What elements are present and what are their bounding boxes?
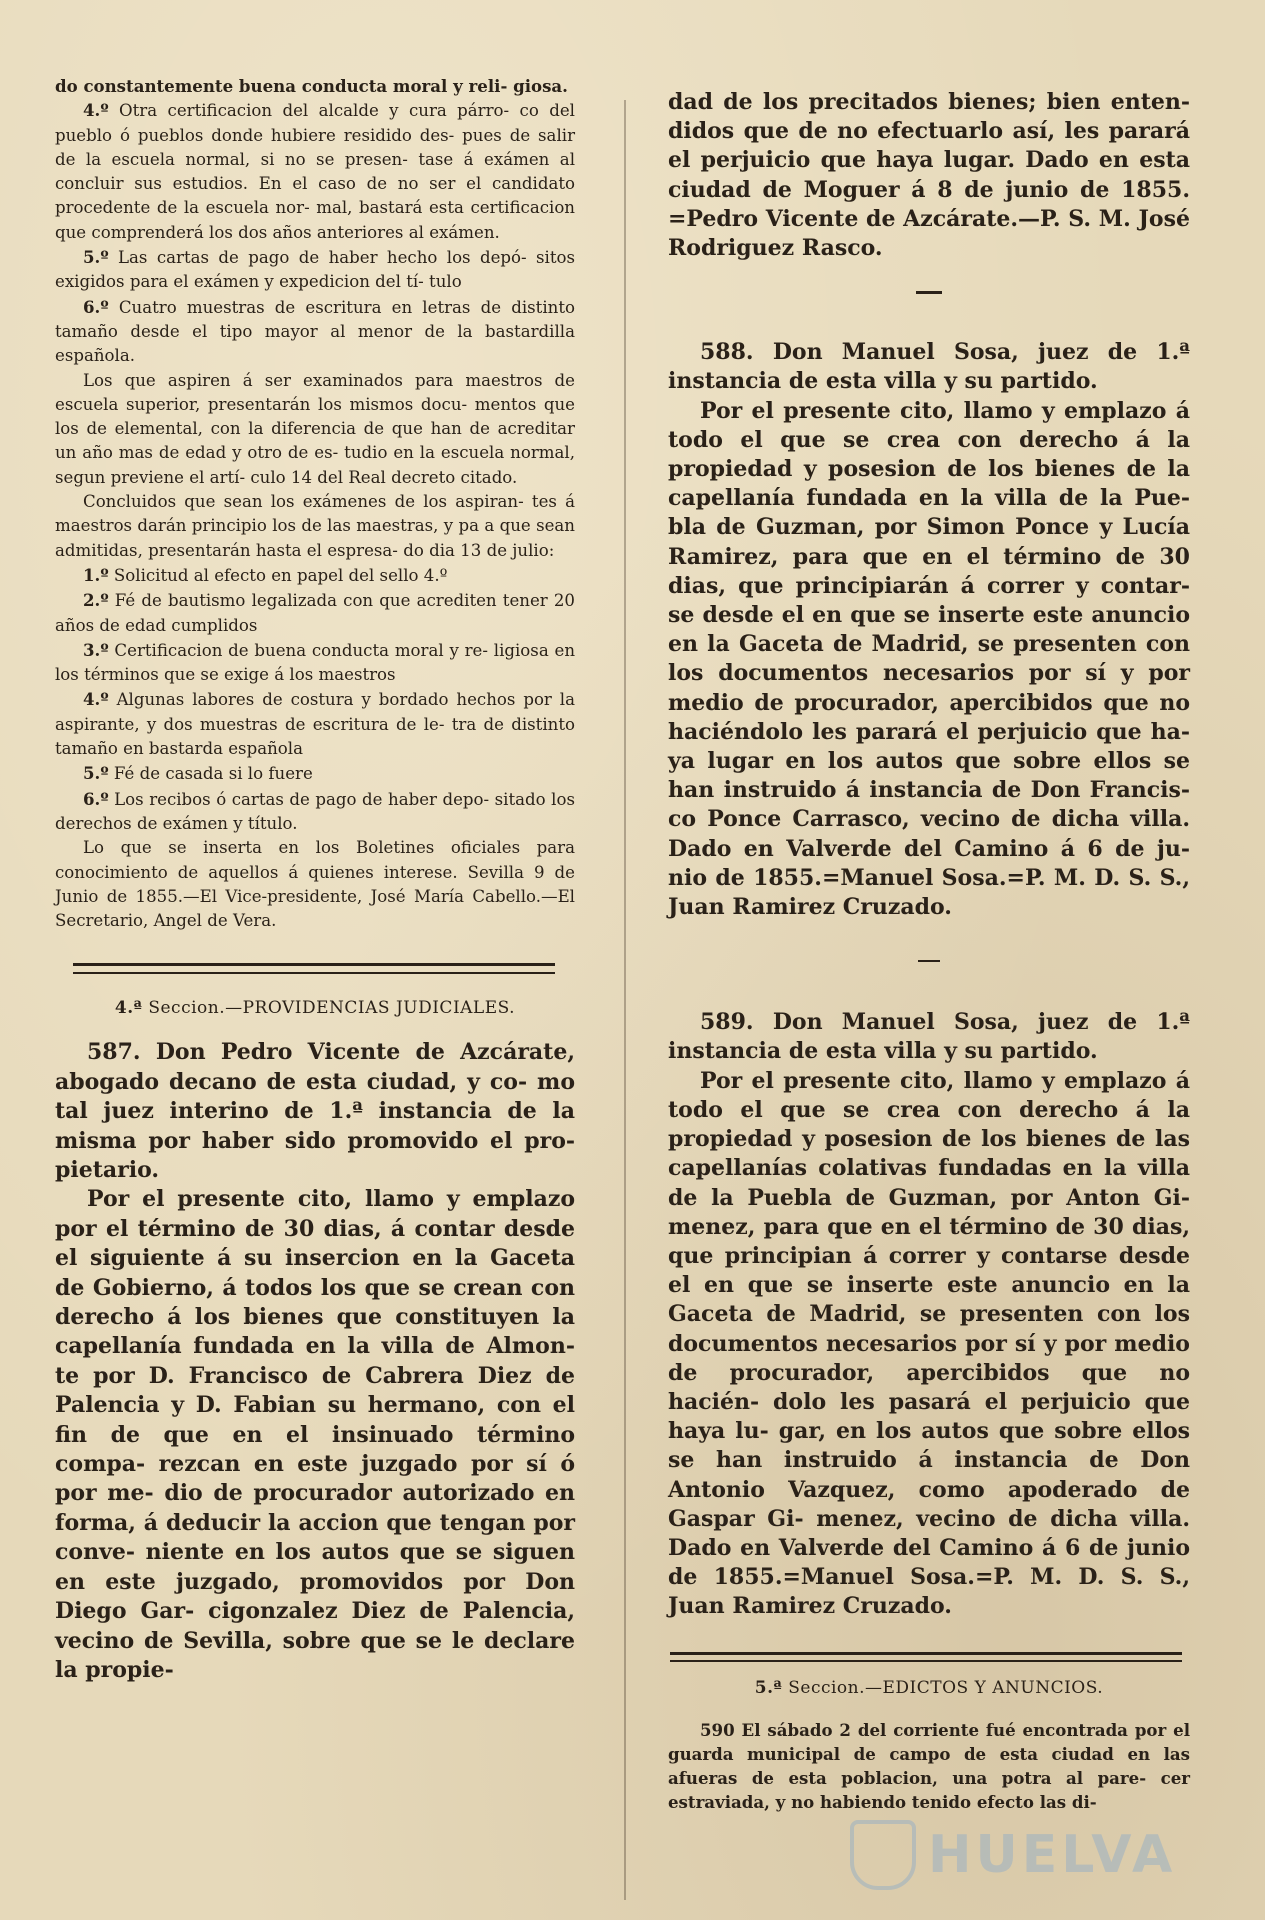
separator-dash — [916, 291, 942, 294]
maestra-requirement-5-text: Fé de casada si lo fuere — [113, 764, 313, 784]
right-column — [668, 88, 1190, 1815]
maestra-requirement-2-number: 2.º — [83, 590, 109, 611]
intro-text: do constantemente buena conducta moral y reli- giosa. — [55, 76, 568, 96]
notice-587-number: 587. — [87, 1039, 141, 1066]
maestra-requirement-6-text: Los recibos ó cartas de pago de haber depo- sitado los derechos de exámen y título. — [55, 789, 575, 833]
maestra-requirement-3-number: 3.º — [83, 639, 109, 660]
notice-587-body: Por el presente cito, llamo y emplazo por el término de 30 dias, á contar desde el siguiente á su insercion en la Gaceta de Gobierno, á todos los que se crean con derecho á los bienes que constituyen la capellanía fundada en la villa de Almon- te por D. Francisco de Cabrera Diez de Palencia y D. Fabian su hermano, con el fin de que en el insinuado término compa- rezcan en este juzgado por sí ó por me- dio de procurador autorizado en forma, á deducir la accion que tengan por conve- niente en los autos que se siguen en este juzgado, promovidos por Don Diego Gar- cigonzalez Diez de Palencia, vecino de Sevilla, sobre que se le declare la propie- — [55, 1186, 575, 1683]
requirement-4-number: 4.º — [83, 100, 109, 121]
section-5-heading — [668, 1678, 1190, 1698]
requirement-4 — [55, 98, 575, 245]
superior-paragraph: Los que aspiren á ser examinados para maestros de escuela superior, presentarán los mismos docu- mentos que los de elemental, con la diferencia de que han de acreditar un año mas de edad y otro de es- tudio en la escuela normal, segun previene el artí- culo 14 del Real decreto citado. — [55, 370, 575, 487]
notice-587-title: Don Pedro Vicente de Azcárate, abogado decano de esta ciudad, y co- mo tal juez interino de 1.ª instancia de la misma por haber sido promovido el pro- pietario. — [55, 1039, 575, 1184]
notice-590 — [668, 1718, 1190, 1815]
requirement-5 — [55, 245, 575, 295]
section-rule — [73, 963, 555, 974]
requirement-6-text: Cuatro muestras de escritura en letras de distinto tamaño desde el tipo mayor al menor de la bastardilla española. — [55, 297, 576, 366]
maestra-requirement-6 — [55, 787, 575, 837]
maestra-requirement-5 — [55, 761, 575, 786]
requirement-4-text: Otra certificacion del alcalde y cura párro- co del pueblo ó pueblos donde hubiere residido des- pues de salir de la escuela normal, si no se presen- tase á exámen al concluir sus estudios. En el caso de no ser el candidato procedente de la escuela nor- mal, bastará esta certificacion que comprenderá los dos años anteriores al exámen. — [55, 101, 575, 242]
notice-588-title: Don Manuel Sosa, juez de 1.ª instancia de esta villa y su partido. — [668, 339, 1190, 395]
notice-589-number: 589. — [700, 1009, 754, 1036]
closing-paragraph: Lo que se inserta en los Boletines oficiales para conocimiento de aquellos á quienes interese. Sevilla 9 de Junio de 1855.—El Vice-presidente, José María Cabello.—El Secretario, Angel de Vera. — [55, 838, 575, 931]
section-5-title: Seccion.—EDICTOS Y ANUNCIOS. — [788, 1677, 1104, 1698]
maestra-requirement-4 — [55, 687, 575, 761]
notice-589-body: Por el presente cito, llamo y emplazo á todo el que se crea con derecho á la propiedad y posesion de los bienes de las capellanías colativas fundadas en la villa de la Puebla de Guzman, por Anton Gi- menez, para que en el término de 30 dias, que principian á correr y contarse desde el en que se inserte este anuncio en la Gaceta de Madrid, se presenten con los documentos necesarios por sí y por medio de procurador, apercibidos que no hacién- dolo les pasará el perjuicio que haya lu- gar, en los autos que sobre ellos se han instruido á instancia de Don Antonio Vazquez, como apoderado de Gaspar Gi- menez, vecino de dicha villa. Dado en Valverde del Camino á 6 de junio de 1855.=Manuel Sosa.=P. M. D. S. S., Juan Ramirez Cruzado. — [668, 1067, 1190, 1620]
column-divider — [624, 100, 626, 1900]
notice-590-text: El sábado 2 del corriente fué encontrada por el guarda municipal de campo de esta ciudad en las afueras de esta poblacion, una potra al pare- cer estraviada, y no habiendo tenido efecto las di- — [668, 1719, 1190, 1813]
archive-watermark — [850, 1820, 1190, 1890]
maestra-requirement-4-text: Algunas labores de costura y bordado hechos por la aspirante, y dos muestras de escritura de le- tra de distinto tamaño en bastarda española — [55, 690, 575, 759]
notice-588-number: 588. — [700, 339, 754, 366]
separator-dash — [918, 960, 940, 962]
maestra-requirement-5-number: 5.º — [83, 763, 109, 784]
maestras-intro: Concluidos que sean los exámenes de los aspiran- tes á maestros darán principio los de las maestras, y pa a que sean admitidas, presentarán hasta el espresa- do dia 13 de julio: — [55, 492, 575, 560]
notice-587-heading — [55, 1038, 575, 1185]
section-5-number: 5.ª — [754, 1677, 783, 1698]
requirement-5-number: 5.º — [83, 247, 109, 268]
notice-590-number: 590 — [700, 1719, 735, 1740]
requirement-5-text: Las cartas de pago de haber hecho los depó- sitos exigidos para el exámen y expedicion del tí- tulo — [55, 248, 575, 292]
notice-588-body: Por el presente cito, llamo y emplazo á todo el que se crea con derecho á la propiedad y posesion de los bienes de la capellanía fundada en la villa de la Pue- bla de Guzman, por Simon Ponce y Lucía Ramirez, para que en el término de 30 dias, que principiarán á correr y contar- se desde el en que se inserte este anuncio en la Gaceta de Madrid, se presenten con los documentos necesarios por sí y por medio de procurador, apercibidos que no haciéndolo les parará el perjuicio que ha- ya lugar en los autos que sobre ellos se han instruido á instancia de Don Francis- co Ponce Carrasco, vecino de dicha villa. Dado en Valverde del Camino á 6 de ju- nio de 1855.=Manuel Sosa.=P. M. D. S. S., Juan Ramirez Cruzado. — [668, 397, 1190, 921]
maestra-requirement-3 — [55, 638, 575, 688]
maestra-requirement-2 — [55, 588, 575, 638]
section-4-title: Seccion.—PROVIDENCIAS JUDICIALES. — [148, 998, 516, 1019]
section-rule — [670, 1652, 1182, 1662]
maestra-requirement-6-number: 6.º — [83, 788, 109, 809]
requirement-6-number: 6.º — [83, 296, 109, 317]
watermark-text: HUELVA — [928, 1825, 1177, 1885]
requirement-6 — [55, 295, 575, 369]
maestra-requirement-1-text: Solicitud al efecto en papel del sello 4.º — [113, 565, 448, 585]
left-column — [55, 74, 575, 1685]
notice-589-title: Don Manuel Sosa, juez de 1.ª instancia de esta villa y su partido. — [668, 1009, 1190, 1065]
maestra-requirement-1-number: 1.º — [83, 564, 109, 585]
maestra-requirement-3-text: Certificacion de buena conducta moral y re- ligiosa en los términos que se exige á los maestros — [55, 640, 576, 685]
maestra-requirement-1 — [55, 563, 575, 588]
shield-icon — [850, 1820, 916, 1890]
section-4-number: 4.ª — [114, 998, 143, 1019]
notice-588-heading — [668, 338, 1190, 396]
section-4-heading — [55, 998, 575, 1018]
notice-589-heading — [668, 1008, 1190, 1066]
notice-587-continuation: dad de los precitados bienes; bien enten- didos que de no efectuarlo así, les parará el perjuicio que haya lugar. Dado en esta ciudad de Moguer á 8 de junio de 1855. =Pedro Vicente de Azcárate.—P. S. M. José Rodriguez Rasco. — [668, 89, 1190, 262]
maestra-requirement-2-text: Fé de bautismo legalizada con que acrediten tener 20 años de edad cumplidos — [55, 591, 575, 635]
maestra-requirement-4-number: 4.º — [83, 689, 109, 710]
